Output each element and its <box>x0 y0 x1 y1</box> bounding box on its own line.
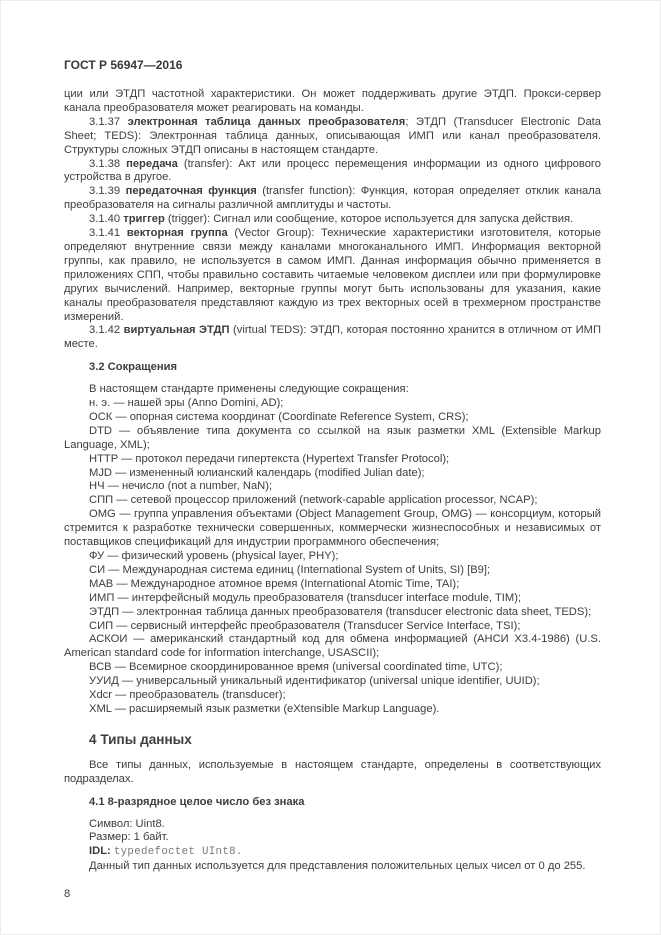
abbreviation-item: ЭТДП — электронная таблица данных преобразователя (transducer electronic data sheet, TEDS); <box>89 605 592 618</box>
abbreviation-item: HTTP — протокол передачи гипертекста (Hypertext Transfer Protocol); <box>89 452 450 465</box>
abbreviation-item: XML — расширяемый язык разметки (eXtensible Markup Language). <box>89 702 440 715</box>
definition-item <box>64 227 601 324</box>
definition-number: 3.1.38 <box>89 157 127 170</box>
abbreviation-item: МАВ — Международное атомное время (International Atomic Time, TAI); <box>89 577 460 590</box>
definition-text: (trigger): Сигнал или сообщение, которое используется для запуска действия. <box>164 213 574 226</box>
subsection-heading-uint8: 4.1 8-разрядное целое число без знака <box>89 795 305 808</box>
idl-code: typedefoctet UInt8. <box>113 846 243 859</box>
definition-text: (transfer): Акт или процесс перемещения информации из одного цифрового устройства в другое. <box>64 157 601 184</box>
abbreviation-item: ОСК — опорная система координат (Coordinate Reference System, CRS); <box>89 410 469 423</box>
abbreviation-item: MJD — измененный юлианский календарь (modified Julian date); <box>89 466 425 479</box>
abbreviation-item: СИП — сервисный интерфейс преобразователя (Transducer Service Interface, TSI); <box>89 619 521 632</box>
subsection-heading-abbreviations: 3.2 Сокращения <box>89 361 178 374</box>
definitions-list <box>64 116 601 352</box>
abbreviation-item: OMG — группа управления объектами (Object Management Group, OMG) — консорциум, который стремится к разработке технически совершенных, коммерчески жизнеспособных и независимых от поставщиков спецификаций для индустрии программного обеспечения; <box>64 508 601 549</box>
definition-number: 3.1.42 <box>89 324 124 337</box>
abbreviation-item: СПП — сетевой процессор приложений (network-capable application processor, NCAP); <box>89 494 538 507</box>
definition-number: 3.1.40 <box>89 213 124 226</box>
definition-item <box>64 324 601 352</box>
abbreviation-item: АСКОИ — американский стандартный код для обмена информацией (АНСИ X3.4-1986) (U.S. American standard code for information interchange, USASCII); <box>64 633 601 660</box>
abbreviation-item: Xdcr — преобразователь (transducer); <box>89 689 286 702</box>
datatype-property-line: Символ: Uint8. <box>89 817 165 830</box>
definition-item <box>64 158 601 186</box>
abbreviation-item: СИ — Международная система единиц (International System of Units, SI) [B9]; <box>89 563 491 576</box>
definition-text: ; ЭТДП (Transducer Electronic Data Sheet; TEDS): Электронная таблица данных, описывающая ИМП или канал преобразователя. Структуры сложных ЭТДП описаны в настоящем стандарте. <box>64 115 601 156</box>
datatype-property-line: Данный тип данных используется для представления положительных целых чисел от 0 до 255. <box>89 860 586 873</box>
definition-text: (transfer function): Функция, которая определяет отклик канала преобразователя на сигналы различной амплитуды и частоты. <box>64 185 601 212</box>
definition-item <box>64 116 601 158</box>
page-body <box>64 88 601 902</box>
abbreviation-item: ФУ — физический уровень (physical layer, PHY); <box>89 550 339 562</box>
definition-term: триггер <box>123 213 165 226</box>
definition-item <box>64 213 601 227</box>
definition-term: векторная группа <box>126 227 228 240</box>
datatype-property-line: Размер: 1 байт. <box>89 831 169 844</box>
abbreviation-item: DTD — объявление типа документа со ссылкой на язык разметки XML (Extensible Markup Language, XML); <box>64 424 601 451</box>
definition-text: (Vector Group): Технические характеристики изготовителя, которые определяют внутренние связи между каналами многоканального ИМП. Информация векторной группы, как правило, не используется в самом ИМП. Данная информация обычно применяется в приложениях СПП, чтобы правильно составить читаемые человеком дисплеи или при формулировке других вычислений. Например, векторные группы могут быть использованы для указания, какие каналы преобразователя представляют каждую из трех векторных осей в трехмерном пространстве измерений. <box>64 227 601 323</box>
definition-number: 3.1.39 <box>89 185 126 198</box>
definition-number: 3.1.37 <box>89 115 128 128</box>
definition-text: (virtual TEDS): ЭТДП, которая постоянно хранится в отличном от ИМП месте. <box>64 324 601 351</box>
abbreviation-item: НЧ — нечисло (not a number, NaN); <box>89 480 273 493</box>
data-types-intro: Все типы данных, используемые в настоящем стандарте, определены в соответствующих подразделах. <box>64 758 601 785</box>
running-header-standard-number: ГОСТ Р 56947—2016 <box>64 58 183 72</box>
abbreviation-item: УУИД — универсальный уникальный идентификатор (universal unique identifier, UUID); <box>89 675 540 688</box>
definition-term: передаточная функция <box>125 185 257 198</box>
definition-item <box>64 185 601 213</box>
idl-line <box>64 845 601 860</box>
definition-term: виртуальная ЭТДП <box>123 324 230 337</box>
page-number: 8 <box>64 888 71 901</box>
abbreviation-item: ВСВ — Всемирное скоординированное время (universal coordinated time, UTC); <box>89 661 503 674</box>
abbreviation-item: н. э. — нашей эры (Anno Domini, AD); <box>89 397 284 410</box>
abbreviations-intro: В настоящем стандарте применены следующие сокращения: <box>89 383 409 396</box>
abbreviation-item: ИМП — интерфейсный модуль преобразователя (transducer interface module, TIM); <box>89 591 522 604</box>
abbreviations-list <box>64 397 601 717</box>
definition-term: передача <box>126 157 178 170</box>
section-heading-data-types: 4 Типы данных <box>89 731 192 747</box>
definition-number: 3.1.41 <box>89 227 127 240</box>
uint8-description <box>64 818 601 875</box>
paragraph-continuation: ции или ЭТДП частотной характеристики. Он может поддерживать другие ЭТДП. Прокси-сервер канала преобразователя может реагировать на команды. <box>64 88 601 114</box>
idl-label: IDL: <box>89 845 114 858</box>
definition-term: электронная таблица данных преобразователя <box>127 115 406 128</box>
